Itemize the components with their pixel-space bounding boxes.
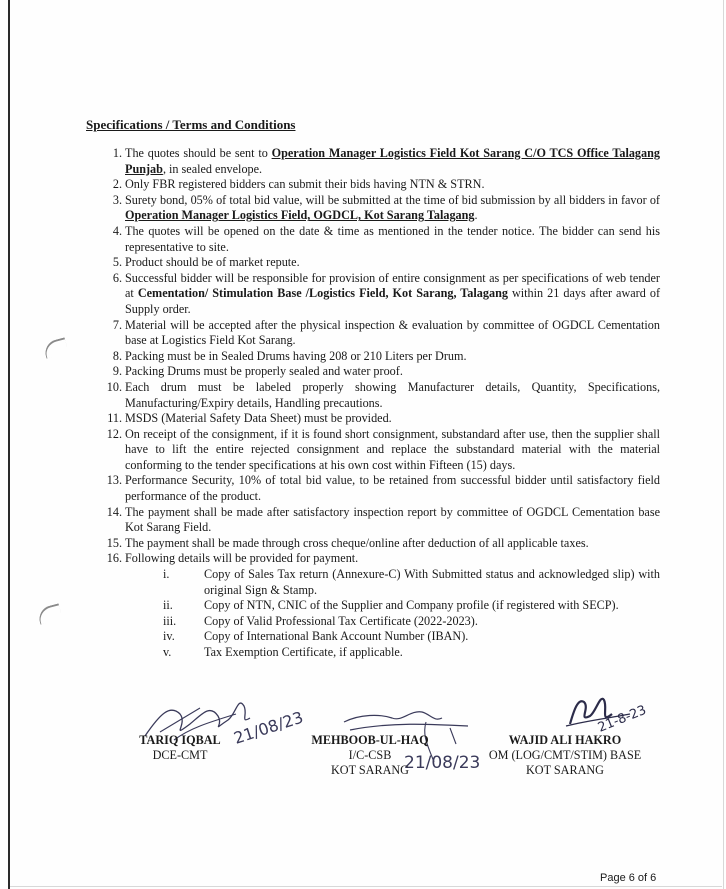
sub-item-text: Copy of NTN, CNIC of the Supplier and Company profile (if registered with SECP). [204,598,619,613]
item-number: 5. [112,255,122,270]
signatory-block [120,733,240,763]
item-bold-text: Cementation/ Stimulation Base /Logistics Field, Kot Sarang, Talagang [137,286,508,301]
page-border-bottom [10,886,722,887]
handwritten-date-text: 21/08/23 [404,753,481,773]
list-item [86,146,660,177]
item-number: 2. [112,177,122,192]
item-number: 7. [112,317,122,332]
sub-item-number: v. [163,645,172,659]
item-number: 15. [106,535,122,550]
item-number: 9. [112,364,122,379]
sublist-item [125,567,660,598]
signatory-name: WAJID ALI HAKRO [508,733,622,747]
signatory-location: KOT SARANG [526,763,604,777]
sub-item-number: i. [163,567,170,582]
list-item [86,318,660,349]
list-item [86,411,660,427]
punch-hole-mark [42,337,68,358]
item-number: 10. [106,379,122,394]
item-text: within 21 days after award of Supply order. [125,286,661,316]
signatory-title: I/C-CSB [348,748,392,762]
page-border [723,0,724,889]
item-text: , in sealed envelope. [162,161,263,176]
item-text: The quotes will be opened on the date & time as mentioned in the tender notice. The bidder can send his representative to site. [125,223,660,254]
item-number: 8. [112,348,122,363]
item-number: 3. [112,192,122,207]
sub-item-text: Copy of Sales Tax return (Annexure-C) With Submitted status and acknowledged slip) with original Sign & Stamp. [204,567,660,597]
list-item [86,224,660,255]
payment-details-sublist [125,567,660,661]
list-item [86,364,660,380]
list-item [86,551,660,660]
signatory-location: KOT SARANG [331,763,409,777]
list-item [86,473,660,504]
list-item [86,177,660,193]
punch-hole-mark [36,603,62,624]
item-number: 13. [106,473,122,488]
item-text: Each drum must be labeled properly showing Manufacturer details, Quantity, Specifications, Manufacturing/Expiry details, Handling precautions. [125,379,660,410]
item-text: The payment shall be made after satisfactory inspection report by committee of OGDCL Cementation base Kot Sarang Field. [125,504,660,535]
signature-wajid-ali-hakro [560,680,670,740]
item-text: Surety bond, 05% of total bid value, will be submitted at the time of bid submission by all bidders in favor of [125,192,660,207]
sub-item-text: Copy of Valid Professional Tax Certificate (2022-2023). [204,613,478,628]
signatory-name: TARIQ IQBAL [139,733,221,747]
item-text: Following details will be provided for payment. [125,551,359,566]
handwritten-date-text: 21-8-23 [595,702,649,736]
sub-item-text: Copy of International Bank Account Number (IBAN). [204,629,469,644]
list-item [86,380,660,411]
item-number: 11. [107,411,122,426]
list-item [86,271,660,318]
item-number: 1. [112,146,122,160]
item-text: . [474,208,478,223]
signatory-block [480,733,650,778]
sub-item-number: ii. [163,598,173,613]
item-text: The quotes should be sent to [125,146,272,160]
item-text: Successful bidder will be responsible for provision of entire consignment as per specifications of web tender at [125,270,660,301]
list-item [86,536,660,552]
list-item [86,255,660,271]
item-bold-text: Operation Manager Logistics Field Kot Sarang C/O TCS Office Talagang Punjab [125,146,660,176]
item-text: Performance Security, 10% of total bid value, to be retained from successful bidder until satisfactory field performance of the product. [125,473,660,504]
item-text: On receipt of the consignment, if it is found short consignment, substandard after use, then the supplier shall have to lift the entire rejected consignment and replace the substandard material with the material conforming to the tender specifications at his own cost within Fifteen (15) days. [125,426,660,472]
list-item [86,193,660,224]
signatory-block [300,733,440,778]
sublist-item [125,629,660,645]
sublist-item [125,598,660,614]
item-text: MSDS (Material Safety Data Sheet) must be provided. [125,411,392,426]
sub-item-number: iv. [163,629,175,644]
item-number: 12. [106,426,122,441]
terms-list [86,146,660,661]
item-text: Material will be accepted after the physical inspection & evaluation by committee of OGDCL Cementation base at Logistics Field Kot Sarang. [125,317,660,348]
section-heading: Specifications / Terms and Conditions [86,117,296,132]
item-number: 16. [106,551,122,566]
page-number: Page 6 of 6 [600,872,657,884]
signatory-name: MEHBOOB-UL-HAQ [311,733,429,747]
item-text: Packing must be in Sealed Drums having 208 or 210 Liters per Drum. [125,348,467,363]
sub-item-text: Tax Exemption Certificate, if applicable. [204,645,403,659]
list-item [86,349,660,365]
handwritten-date: 21/08/23 [231,707,306,748]
item-number: 6. [112,270,122,285]
item-text: The payment shall be made through cross cheque/online after deduction of all applicable taxes. [125,535,589,550]
signatory-title: OM (LOG/CMT/STIM) BASE [488,748,642,762]
list-item [86,505,660,536]
signatory-title: DCE-CMT [152,748,208,762]
page-edge [8,0,10,889]
item-text: Packing Drums must be properly sealed and water proof. [125,364,403,379]
item-text: Only FBR registered bidders can submit their bids having NTN & STRN. [125,177,485,192]
sub-item-number: iii. [163,613,177,628]
item-bold-text: Operation Manager Logistics Field, OGDCL, Kot Sarang Talagang [125,208,475,223]
sublist-item [125,645,660,661]
sublist-item [125,614,660,630]
item-text: Product should be of market repute. [125,255,300,270]
item-number: 14. [106,504,122,519]
item-number: 4. [112,223,122,238]
list-item [86,427,660,474]
